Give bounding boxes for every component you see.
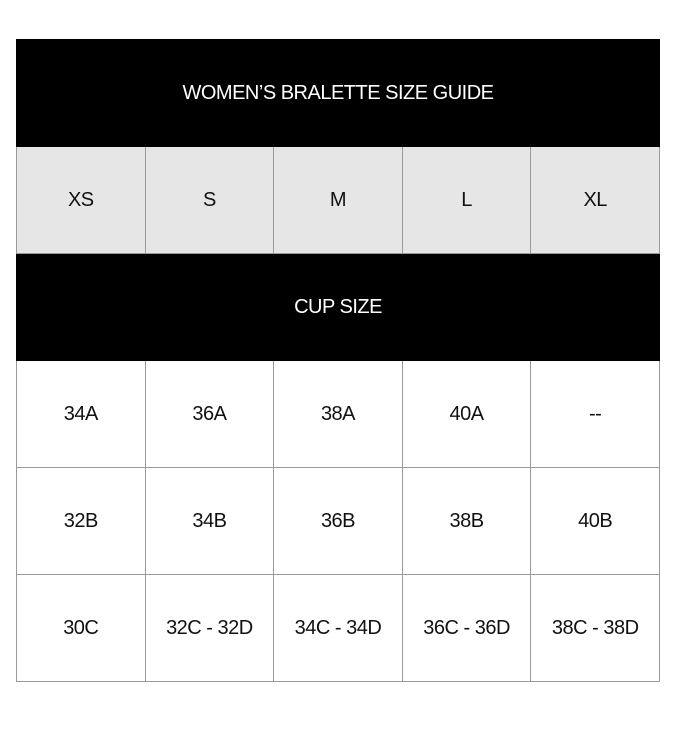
cup-cell: 32B	[17, 468, 146, 575]
size-label-l: L	[402, 147, 531, 254]
size-label-xl: XL	[531, 147, 660, 254]
cup-row-b	[17, 468, 660, 575]
cup-cell: 34C - 34D	[274, 575, 403, 682]
cup-cell: 38A	[274, 361, 403, 468]
cup-cell: 40B	[531, 468, 660, 575]
cup-cell: 32C - 32D	[145, 575, 274, 682]
cup-row-c	[17, 575, 660, 682]
size-label-xs: XS	[17, 147, 146, 254]
size-header-row	[17, 147, 660, 254]
cup-size-heading: CUP SIZE	[17, 254, 660, 361]
title-row	[17, 40, 660, 147]
cup-cell: 38B	[402, 468, 531, 575]
cup-cell: 36A	[145, 361, 274, 468]
cup-cell: 34B	[145, 468, 274, 575]
cup-cell: 38C - 38D	[531, 575, 660, 682]
cup-cell: 36C - 36D	[402, 575, 531, 682]
size-label-m: M	[274, 147, 403, 254]
size-label-s: S	[145, 147, 274, 254]
cup-cell: 40A	[402, 361, 531, 468]
cup-cell: 30C	[17, 575, 146, 682]
section-row	[17, 254, 660, 361]
cup-row-a	[17, 361, 660, 468]
guide-title: WOMEN’S BRALETTE SIZE GUIDE	[17, 40, 660, 147]
cup-cell: 34A	[17, 361, 146, 468]
cup-cell: 36B	[274, 468, 403, 575]
cup-cell: --	[531, 361, 660, 468]
size-guide-table	[16, 39, 660, 682]
